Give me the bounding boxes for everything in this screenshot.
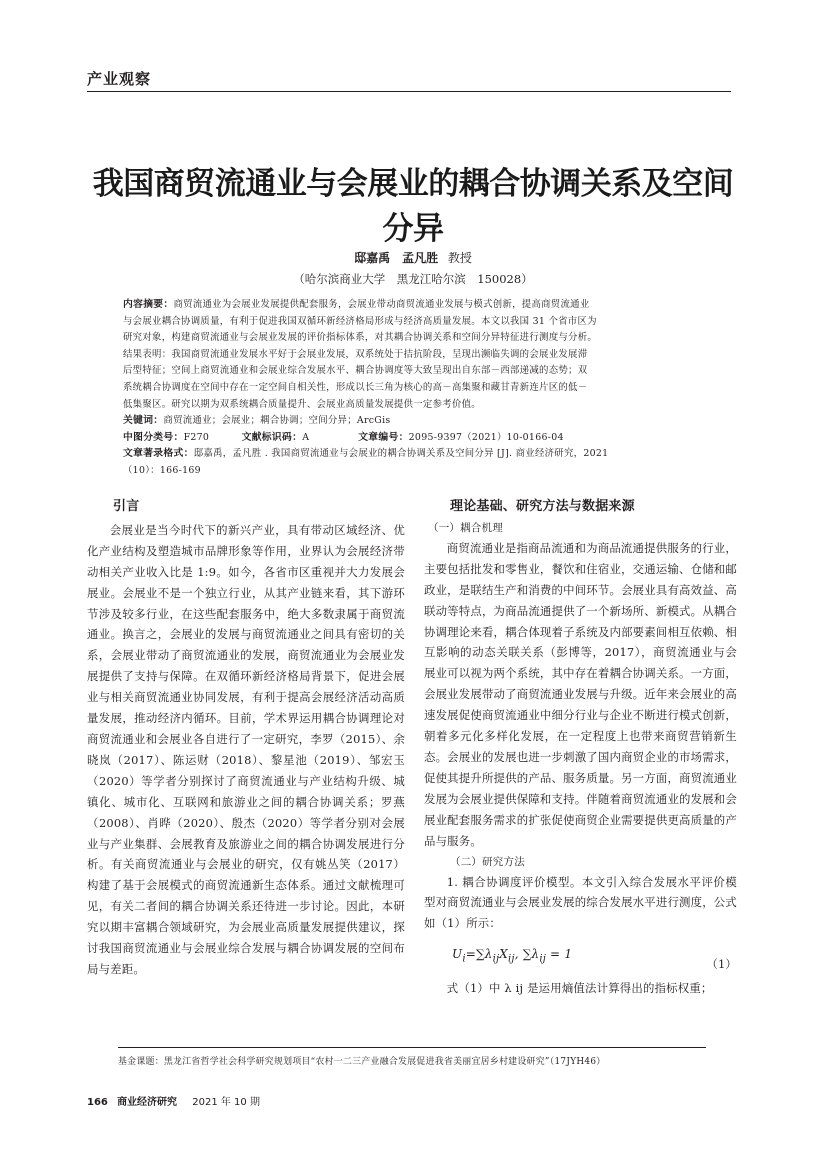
theory-heading: 理论基础、研究方法与数据来源 (450, 499, 635, 514)
abstract-label: 内容摘要： (123, 299, 174, 310)
abstract-line-2: 与会展业耦合协调质量，有利于促进我国双循环新经济格局形成与经济高质量发展。本文以我国 31 个省市区为 (123, 315, 597, 327)
weight-paragraph: 式（1）中 λ ij 是运用熵值法计算得出的指标权重； (446, 981, 713, 996)
header-rule (87, 91, 731, 92)
abstract-line-7: 低集聚区。研究以期为双系统耦合质量提升、会展业高质量发展提供一定参考价值。 (123, 398, 481, 410)
abstract-line-3: 研究对象，构建商贸流通业与会展业发展的评价指标体系，对其耦合协调关系和空间分异特征进行测度与分析。 (123, 332, 598, 344)
keywords-line: 关键词：商贸流通业；会展业；耦合协调；空间分异；ArcGis (123, 415, 391, 427)
affiliation: （哈尔滨商业大学 黑龙江哈尔滨 150028） (293, 272, 533, 286)
article-title: 我国商贸流通业与会展业的耦合协调关系及空间分异 (92, 166, 734, 247)
citation-line: 文章著录格式：邸嘉禹，孟凡胜 . 我国商贸流通业与会展业的耦合协调关系及空间分异 [J]. 商业经济研究，2021 (123, 448, 609, 460)
issue: 2021 年 10 期 (192, 1097, 260, 1108)
abstract-line-6: 系统耦合协调度在空间中存在一定空间自相关性，形成以长三角为核心的高－高集聚和藏甘青新连片区的低－ (123, 381, 588, 393)
mechanism-paragraph: 商贸流通业是指商品流通和为商品流通提供服务的行业，主要包括批发和零售业，餐饮和住宿业，交通运输、仓储和邮政业，是联结生产和消费的中间环节。会展业具有高效益、高联动等特点，为商品流通提供了一个新场所、新模式。从耦合协调理论来看，耦合体现着子系统及内部要素间相互依赖、相互影响的动态关联关系（彭博等，2017），商贸流通业与会展业可以视为两个系统，其中存在着耦合协调关系。一方面，会展业发展带动了商贸流通业发展与升级。近年来会展业的高速发展促使商贸流通业中细分行业与企业不断进行模式创新，朝着多元化多样化发展，在一定程度上也带来商贸营销新生态。会展业的发展也进一步刺激了国内商贸企业的市场需求，促使其提升所提供的产品、服务质量。另一方面，商贸流通业发展为会展业提供保障和支持。伴随着商贸流通业的发展和会展业配套服务需求的扩张促使商贸企业需要提供更高质量的产品与服务。 (424, 540, 737, 848)
funding-rule (118, 1047, 706, 1048)
journal-name: 商业经济研究 (117, 1097, 178, 1108)
formula-row (424, 934, 737, 978)
abstract-block (123, 297, 705, 480)
page-footer (87, 1093, 260, 1108)
funding-note: 基金课题：黑龙江省哲学社会科学研究规划项目“农村一二三产业融合发展促进我省美丽宜居乡村建设研究”（17JYH46） (118, 1057, 606, 1067)
left-column (87, 497, 405, 980)
right-column (424, 497, 737, 999)
keywords: 商贸流通业；会展业；耦合协调；空间分异；ArcGis (163, 415, 391, 427)
author-role: 教授 (447, 251, 472, 265)
authors (87, 249, 739, 266)
classification-line: 中图分类号：F270 文献标识码：A 文章编号：2095-9397（2021）10-0166-04 (123, 431, 564, 443)
abstract-line-1: 内容摘要：商贸流通业为会展业发展提供配套服务，会展业带动商贸流通业发展与模式创新，提高商贸流通业 (123, 299, 590, 310)
formula: $U_i=\sum\lambda_{ij}X_{ij}$, $\sum\lambda_{ij} = 1$ (452, 947, 573, 965)
intro-paragraph: 会展业是当今时代下的新兴产业，具有带动区域经济、优化产业结构及塑造城市品牌形象等作用，业界认为会展经济带动相关产业收入比是 1:9。如今，各省市区重视并大力发展会展业。会展业不是一个独立行业，从其产业链来看，其下游环节涉及较多行业，在这些配套服务中，绝大多数隶属于商贸流通业。换言之，会展业的发展与商贸流通业之间具有密切的关系，会展业带动了商贸流通业的发展，商贸流通业为会展业发展提供了支持与保障。在双循环新经济格局背景下，促进会展业与相关商贸流通业协同发展，有利于提高会展经济活动高质量发展，推动经济内循环。目前，学术界运用耦合协调理论对商贸流通业和会展业各自进行了一定研究，李罗（2015）、余晓岚（2017）、陈运财（2018）、黎星池（2019）、邹宏玉（2020）等学者分别探讨了商贸流通业与产业结构升级、城镇化、城市化、互联网和旅游业之间的耦合协调关系；罗燕（2008）、肖晔（2020）、殷杰（2020）等学者分别对会展业与产业集群、会展教育及旅游业之间的耦合协调发展进行分析。有关商贸流通业与会展业的研究，仅有姚丛笑（2017）构建了基于会展模式的商贸流通新生态体系。通过文献梳理可见，有关二者间的耦合协调关系还待进一步讨论。因此，本研究以期丰富耦合领域研究，为会展业高质量发展提供建议，探讨我国商贸流通业与会展业综合发展与耦合协调发展的空间布局与差距。 (87, 522, 405, 976)
abstract-line-5: 后型特征；空间上商贸流通业和会展业综合发展水平、耦合协调度等大致呈现出自东部－西部递减的态势；双 (123, 365, 588, 377)
page-number: 166 (87, 1097, 108, 1108)
citation-line-2: （10）：166-169 (123, 464, 201, 476)
author-names: 邸嘉禹 孟凡胜 (354, 251, 439, 265)
formula-number: （1） (706, 957, 737, 972)
subheading-mechanism: （一）耦合机理 (428, 521, 503, 534)
method-paragraph: 1. 耦合协调度评价模型。本文引入综合发展水平评价模型对商贸流通业与会展业发展的综合发展水平进行测度，公式如（1）所示： (424, 874, 737, 931)
abstract-line-4: 结果表明：我国商贸流通业发展水平好于会展业发展，双系统处于拮抗阶段，呈现出濒临失调的会展业发展滞 (123, 348, 588, 360)
intro-heading: 引言 (113, 499, 140, 514)
section-label: 产业观察 (87, 70, 152, 88)
subheading-method: （二）研究方法 (450, 855, 525, 868)
